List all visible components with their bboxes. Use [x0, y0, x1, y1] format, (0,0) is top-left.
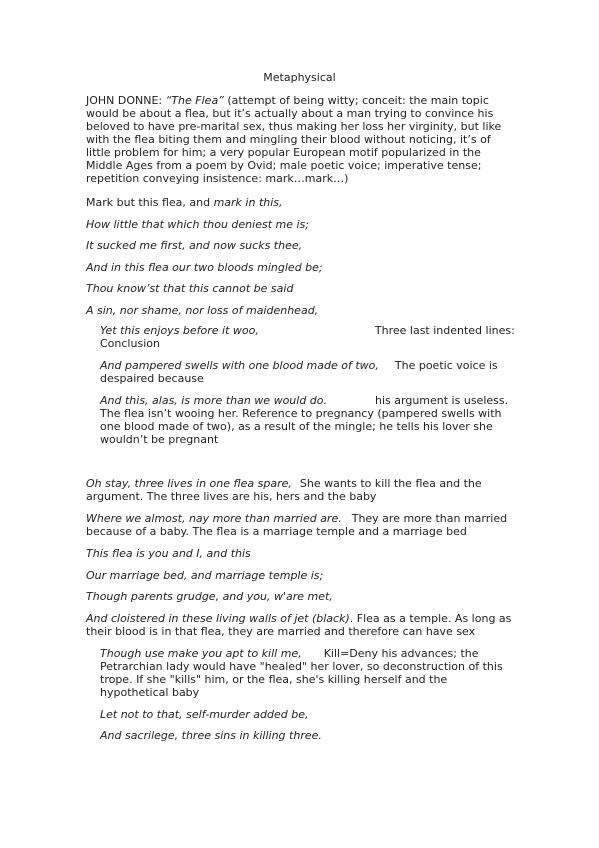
verse-text: And cloistered in these living walls of jet (black)	[86, 612, 350, 625]
verse-line-annotated	[86, 612, 518, 638]
verse-text: Though use make you apt to kill me,	[100, 647, 302, 660]
verse-line: It sucked me first, and now sucks thee,	[86, 239, 303, 252]
verse-line	[86, 196, 518, 209]
annotation: She wants to kill the flea and the argument. The three lives are his, hers and the baby	[86, 477, 482, 503]
poem-title: “The Flea”	[165, 94, 224, 107]
verse-line: And in this flea our two bloods mingled be;	[86, 261, 323, 274]
verse-line: Thou know’st that this cannot be said	[86, 282, 294, 295]
verse-text: And pampered swells with one blood made of two,	[100, 359, 379, 372]
page-title: Metaphysical	[263, 71, 336, 84]
verse-line: This flea is you and I, and this	[86, 547, 251, 560]
verse-text: And this, alas, is more than we would do.	[100, 394, 328, 407]
verse-line: Though parents grudge, and you, w'are met,	[86, 590, 333, 603]
annotation: his argument is useless. The flea isn’t wooing her. Reference to pregnancy (pampered swells with one blood made of two), as a result of the mingle; he tells his lover she wouldn’t be pregnant	[100, 394, 509, 446]
annotation: They are more than married because of a baby. The flea is a marriage temple and a marriage bed	[86, 512, 508, 538]
annotation: Three last indented lines: Conclusion	[100, 324, 515, 350]
intro-note: (attempt of being witty; conceit: the main topic would be about a flea, but it’s actually about a man trying to convince his beloved to have pre-marital sex, thus making her loss her virginity, but like with the flea biting them and mingling their blood without noticing, it’s of little problem for him; a very popular European motif popularized in the Middle Ages from a poem by Ovid; male poetic voice; imperative tense; repetition conveying insistence: mark…mark…)	[86, 94, 502, 185]
verse-line: A sin, nor shame, nor loss of maidenhead,	[86, 304, 319, 317]
annotation: . Flea as a temple. As long as their blood is in that flea, they are married and therefore can have sex	[86, 612, 512, 638]
annotation: Kill=Deny his advances; the Petrarchian lady would have "healed" her lover, so deconstruction of this trope. If she "kills" him, or the flea, she's killing herself and the hypothetical baby	[100, 647, 503, 699]
verse-line-annotated	[86, 477, 518, 503]
verse-line: How little that which thou deniest me is;	[86, 218, 309, 231]
verse-text: Yet this enjoys before it woo,	[100, 324, 259, 337]
verse-text: Mark but this flea, and	[86, 196, 214, 209]
verse-line-annotated	[86, 647, 518, 699]
verse-line-annotated	[86, 359, 518, 385]
author-name: JOHN DONNE:	[86, 94, 166, 107]
verse-text-italic: mark in this,	[213, 196, 283, 209]
verse-text: Where we almost, nay more than married are.	[86, 512, 342, 525]
verse-text: Oh stay, three lives in one flea spare,	[86, 477, 292, 490]
verse-line-annotated	[86, 512, 518, 538]
verse-line: Let not to that, self-murder added be,	[100, 708, 309, 721]
verse-line-annotated	[86, 394, 518, 446]
intro-paragraph	[86, 94, 518, 185]
verse-line: And sacrilege, three sins in killing three.	[100, 729, 322, 742]
verse-line: Our marriage bed, and marriage temple is;	[86, 569, 324, 582]
verse-line-annotated	[86, 324, 518, 350]
annotation: The poetic voice is despaired because	[100, 359, 498, 385]
